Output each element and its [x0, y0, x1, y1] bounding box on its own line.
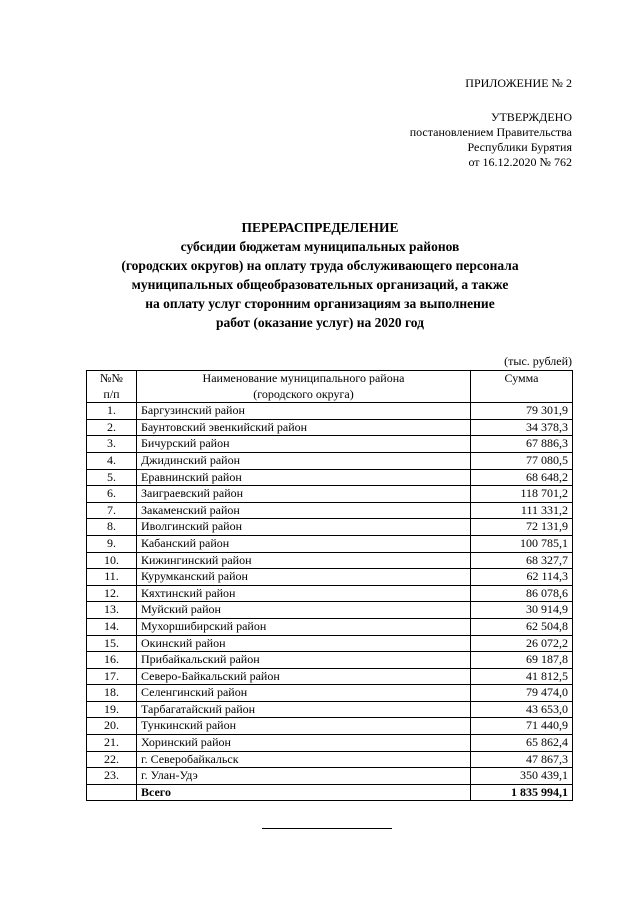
- district-name: Кижингинский район: [137, 552, 471, 569]
- table-row: [87, 486, 573, 503]
- row-number: 6.: [87, 486, 137, 503]
- row-number: 1.: [87, 403, 137, 420]
- row-number: 23.: [87, 768, 137, 785]
- row-sum: 77 080,5: [471, 452, 573, 469]
- row-number: 13.: [87, 602, 137, 619]
- row-number: 7.: [87, 502, 137, 519]
- row-sum: 72 131,9: [471, 519, 573, 536]
- table-row: [87, 602, 573, 619]
- row-number: 18.: [87, 685, 137, 702]
- table-row: [87, 419, 573, 436]
- district-name: Хоринский район: [137, 735, 471, 752]
- row-sum: 79 301,9: [471, 403, 573, 420]
- row-sum: 34 378,3: [471, 419, 573, 436]
- district-name: Селенгинский район: [137, 685, 471, 702]
- row-sum: 69 187,8: [471, 652, 573, 669]
- header-number-line1: №№: [100, 371, 123, 385]
- total-row: [87, 784, 573, 801]
- row-sum: 62 114,3: [471, 569, 573, 586]
- district-name: Баргузинский район: [137, 403, 471, 420]
- row-number: 19.: [87, 701, 137, 718]
- subsidy-table: [86, 370, 573, 801]
- header-name: [137, 371, 471, 403]
- district-name: Мухоршибирский район: [137, 618, 471, 635]
- row-number: 4.: [87, 452, 137, 469]
- row-sum: 79 474,0: [471, 685, 573, 702]
- table-row: [87, 718, 573, 735]
- row-number: 9.: [87, 535, 137, 552]
- table-row: [87, 735, 573, 752]
- row-number: 10.: [87, 552, 137, 569]
- table-row: [87, 685, 573, 702]
- total-sum: 1 835 994,1: [471, 784, 573, 801]
- row-sum: 350 439,1: [471, 768, 573, 785]
- row-sum: 68 327,7: [471, 552, 573, 569]
- district-name: Кабанский район: [137, 535, 471, 552]
- row-sum: 118 701,2: [471, 486, 573, 503]
- district-name: г. Улан-Удэ: [137, 768, 471, 785]
- table-header-row: [87, 371, 573, 403]
- title-line-6: работ (оказание услуг) на 2020 год: [216, 315, 424, 330]
- district-name: Баунтовский эвенкийский район: [137, 419, 471, 436]
- row-sum: 71 440,9: [471, 718, 573, 735]
- table-row: [87, 701, 573, 718]
- row-number: 11.: [87, 569, 137, 586]
- row-sum: 100 785,1: [471, 535, 573, 552]
- table-row: [87, 652, 573, 669]
- table-row: [87, 502, 573, 519]
- district-name: Окинский район: [137, 635, 471, 652]
- row-sum: 67 886,3: [471, 436, 573, 453]
- row-sum: 30 914,9: [471, 602, 573, 619]
- approved-by-line2: Республики Бурятия: [467, 140, 572, 154]
- district-name: г. Северобайкальск: [137, 751, 471, 768]
- table-row: [87, 519, 573, 536]
- district-name: Закаменский район: [137, 502, 471, 519]
- table-row: [87, 768, 573, 785]
- table-row: [87, 469, 573, 486]
- approved-by-line3: от 16.12.2020 № 762: [468, 155, 572, 169]
- district-name: Еравнинский район: [137, 469, 471, 486]
- header-sum: Сумма: [471, 371, 573, 403]
- header-name-line2: (городского округа): [253, 386, 354, 401]
- table-row: [87, 618, 573, 635]
- bottom-divider: [262, 828, 392, 829]
- appendix-number: ПРИЛОЖЕНИЕ № 2: [465, 76, 572, 90]
- row-number: 21.: [87, 735, 137, 752]
- title-line-3: (городских округов) на оплату труда обслуживающего персонала: [121, 258, 519, 273]
- district-name: Прибайкальский район: [137, 652, 471, 669]
- title-line-1: ПЕРЕРАСПРЕДЕЛЕНИЕ: [241, 220, 399, 235]
- table-row: [87, 552, 573, 569]
- table-row: [87, 635, 573, 652]
- total-number-cell: [87, 784, 137, 801]
- row-sum: 43 653,0: [471, 701, 573, 718]
- table-row: [87, 436, 573, 453]
- row-number: 17.: [87, 668, 137, 685]
- table-row: [87, 585, 573, 602]
- district-name: Тарбагатайский район: [137, 701, 471, 718]
- row-sum: 26 072,2: [471, 635, 573, 652]
- row-number: 20.: [87, 718, 137, 735]
- approved-label: УТВЕРЖДЕНО: [490, 110, 572, 124]
- district-name: Муйский район: [137, 602, 471, 619]
- table-row: [87, 535, 573, 552]
- district-name: Джидинский район: [137, 452, 471, 469]
- table-row: [87, 452, 573, 469]
- total-label: Всего: [137, 784, 471, 801]
- district-name: Тункинский район: [137, 718, 471, 735]
- row-sum: 86 078,6: [471, 585, 573, 602]
- row-sum: 47 867,3: [471, 751, 573, 768]
- table-row: [87, 403, 573, 420]
- header-number-line2: п/п: [103, 386, 120, 401]
- row-sum: 62 504,8: [471, 618, 573, 635]
- row-sum: 111 331,2: [471, 502, 573, 519]
- row-number: 14.: [87, 618, 137, 635]
- row-number: 22.: [87, 751, 137, 768]
- title-line-4: муниципальных общеобразовательных организаций, а также: [131, 277, 509, 292]
- row-number: 5.: [87, 469, 137, 486]
- district-name: Курумканский район: [137, 569, 471, 586]
- title-line-2: субсидии бюджетам муниципальных районов: [180, 239, 460, 254]
- district-name: Заиграевский район: [137, 486, 471, 503]
- row-sum: 41 812,5: [471, 668, 573, 685]
- units-label: (тыс. рублей): [504, 354, 572, 368]
- row-number: 8.: [87, 519, 137, 536]
- table-row: [87, 668, 573, 685]
- header-number: [87, 371, 137, 403]
- row-number: 3.: [87, 436, 137, 453]
- row-number: 2.: [87, 419, 137, 436]
- document-title: [70, 218, 570, 332]
- row-number: 16.: [87, 652, 137, 669]
- approved-by-line1: постановлением Правительства: [409, 125, 572, 139]
- table-row: [87, 751, 573, 768]
- district-name: Иволгинский район: [137, 519, 471, 536]
- district-name: Бичурский район: [137, 436, 471, 453]
- district-name: Кяхтинский район: [137, 585, 471, 602]
- row-sum: 65 862,4: [471, 735, 573, 752]
- district-name: Северо-Байкальский район: [137, 668, 471, 685]
- title-line-5: на оплату услуг сторонним организациям за выполнение: [145, 296, 495, 311]
- row-sum: 68 648,2: [471, 469, 573, 486]
- row-number: 12.: [87, 585, 137, 602]
- row-number: 15.: [87, 635, 137, 652]
- approval-block: [410, 110, 572, 170]
- table-row: [87, 569, 573, 586]
- header-name-line1: Наименование муниципального района: [202, 371, 405, 385]
